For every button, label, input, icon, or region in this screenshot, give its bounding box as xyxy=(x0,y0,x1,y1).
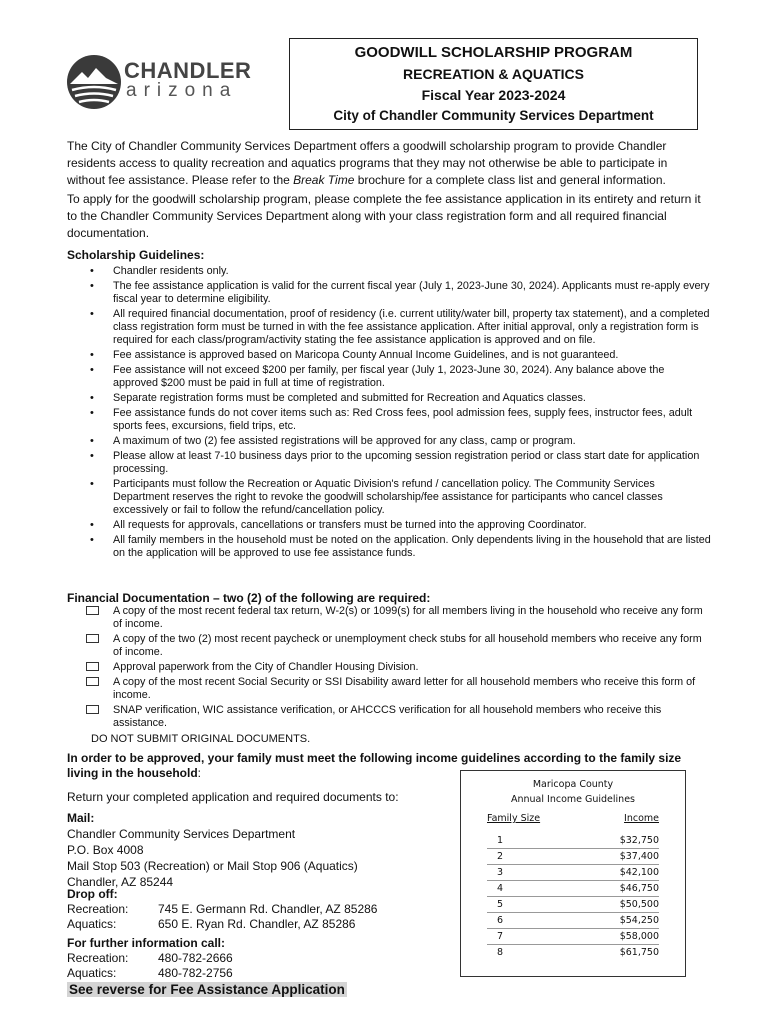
table-row: 5 $50,500 xyxy=(487,897,659,913)
mail-line: Mail Stop 503 (Recreation) or Mail Stop 906 (Aquatics) xyxy=(67,859,358,873)
drop-off-heading: Drop off: xyxy=(67,887,118,901)
list-item: • Fee assistance is approved based on Maricopa County Annual Income Guidelines, and is not guaranteed. xyxy=(84,349,712,362)
mail-line: Chandler, AZ 85244 xyxy=(67,875,174,889)
income-guidelines-table xyxy=(460,770,686,977)
program-subtitle: RECREATION & AQUATICS xyxy=(403,66,584,82)
list-item: • A maximum of two (2) fee assisted registrations will be approved for any class, camp or program. xyxy=(84,435,712,448)
phone-aquatics: Aquatics: 480-782-2756 xyxy=(67,966,233,980)
checklist-item: A copy of the two (2) most recent paycheck or unemployment check stubs for all household members who receive any form of income. xyxy=(84,633,712,659)
department-name: City of Chandler Community Services Department xyxy=(333,108,654,123)
document-checkbox[interactable] xyxy=(86,705,99,714)
guidelines-heading: Scholarship Guidelines: xyxy=(67,248,205,262)
program-title: GOODWILL SCHOLARSHIP PROGRAM xyxy=(354,44,633,61)
checklist-item: SNAP verification, WIC assistance verification, or AHCCCS verification for all household members who receive this assistance. xyxy=(84,704,712,730)
document-checkbox[interactable] xyxy=(86,677,99,686)
list-item: • Participants must follow the Recreation or Aquatic Division's refund / cancellation policy. The Community Services Department reserves the right to revoke the goodwill scholarship/fee assistance for participants who cancel classes excessively or fail to follow the refund/cancellation policy. xyxy=(84,478,712,517)
logo-wordmark: CHANDLER xyxy=(124,58,252,83)
return-instructions: Return your completed application and required documents to: xyxy=(67,790,399,804)
list-item: • Chandler residents only. xyxy=(84,265,712,278)
mail-section xyxy=(67,810,358,890)
see-reverse-note: See reverse for Fee Assistance Application xyxy=(69,982,345,997)
no-originals-note: DO NOT SUBMIT ORIGINAL DOCUMENTS. xyxy=(91,733,311,745)
table-rows xyxy=(487,833,659,961)
financial-checklist xyxy=(84,605,712,732)
drop-off-aquatics: Aquatics: 650 E. Ryan Rd. Chandler, AZ 85286 xyxy=(67,917,356,931)
intro-paragraph-1: The City of Chandler Community Services Department offers a goodwill scholarship program to provide Chandler residents access to quality recreation and aquatics programs that they may not otherwise be able to participate in without fee assistance. Please refer to the Break Time brochure for a complete class list and general information. xyxy=(67,139,668,187)
chandler-emblem-icon xyxy=(66,54,122,110)
brochure-name: Break Time xyxy=(293,173,355,187)
list-item: • Separate registration forms must be completed and submitted for Recreation and Aquatics classes. xyxy=(84,392,712,405)
list-item: • All family members in the household must be noted on the application. Only dependents living in the household that are listed on the application will be approved to use fee assistance funds. xyxy=(84,534,712,560)
table-header xyxy=(487,813,659,824)
phone-recreation: Recreation: 480-782-2666 xyxy=(67,951,233,965)
logo-subtitle: arizona xyxy=(126,80,238,101)
table-row: 2 $37,400 xyxy=(487,849,659,865)
drop-off-section xyxy=(67,887,377,932)
document-checkbox[interactable] xyxy=(86,662,99,671)
chandler-logo xyxy=(66,52,256,112)
income-heading: In order to be approved, your family must meet the following income guidelines according to the family size living in the household: xyxy=(67,751,682,780)
checklist-item: A copy of the most recent Social Security or SSI Disability award letter for all household members who receive this form of income. xyxy=(84,676,712,702)
table-row: 8 $61,750 xyxy=(497,947,659,958)
list-item: • All requests for approvals, cancellations or transfers must be turned into the approving Coordinator. xyxy=(84,519,712,532)
col-family-size: Family Size xyxy=(487,813,541,824)
document-checkbox[interactable] xyxy=(86,606,99,615)
intro-paragraph-2: To apply for the goodwill scholarship program, please complete the fee assistance application in its entirety and return it to the Chandler Community Services Department along with your class registration form and all required financial documentation. xyxy=(67,192,701,240)
financial-heading: Financial Documentation – two (2) of the following are required: xyxy=(67,591,431,605)
title-box xyxy=(289,38,698,130)
phone-heading: For further information call: xyxy=(67,936,226,950)
table-title: Maricopa County Annual Income Guidelines xyxy=(510,779,635,805)
phone-section xyxy=(67,936,233,981)
mail-line: P.O. Box 4008 xyxy=(67,843,144,857)
list-item: • All required financial documentation, proof of residency (i.e. current utility/water bill, property tax statement), and a completed class registration form must be turned in with the fee assistance application. After initial approval, only a registration form is required for each class/program/activity stating the fee assistance application is approved and on file. xyxy=(84,308,712,347)
col-income: Income xyxy=(624,813,659,824)
checklist-item: A copy of the most recent federal tax return, W-2(s) or 1099(s) for all members living in the household who receive any form of income. xyxy=(84,605,712,631)
table-row: 3 $42,100 xyxy=(487,865,659,881)
list-item: • Fee assistance funds do not cover items such as: Red Cross fees, pool admission fees, supply fees, instructor fees, adult sports fees, excursions, field trips, etc. xyxy=(84,407,712,433)
list-item: • Please allow at least 7-10 business days prior to the upcoming session registration period or class start date for application processing. xyxy=(84,450,712,476)
intro-text xyxy=(67,138,707,242)
fiscal-year: Fiscal Year 2023-2024 xyxy=(421,87,566,103)
table-row: 7 $58,000 xyxy=(487,929,659,945)
document-checkbox[interactable] xyxy=(86,634,99,643)
table-row: 1 $32,750 xyxy=(487,833,659,849)
guidelines-list xyxy=(84,265,712,562)
list-item: • The fee assistance application is valid for the current fiscal year (July 1, 2023-June 30, 2024). Applicants must re-apply every fiscal year to determine eligibility. xyxy=(84,280,712,306)
checklist-item: Approval paperwork from the City of Chandler Housing Division. xyxy=(84,661,712,674)
drop-off-recreation: Recreation: 745 E. Germann Rd. Chandler, AZ 85286 xyxy=(67,902,378,916)
mail-heading: Mail: xyxy=(67,811,95,825)
mail-line: Chandler Community Services Department xyxy=(67,827,296,841)
table-row: 4 $46,750 xyxy=(487,881,659,897)
list-item: • Fee assistance will not exceed $200 per family, per fiscal year (July 1, 2023-June 30, 2024). Any balance above the approved $200 must be paid in full at time of registration. xyxy=(84,364,712,390)
table-row: 6 $54,250 xyxy=(487,913,659,929)
